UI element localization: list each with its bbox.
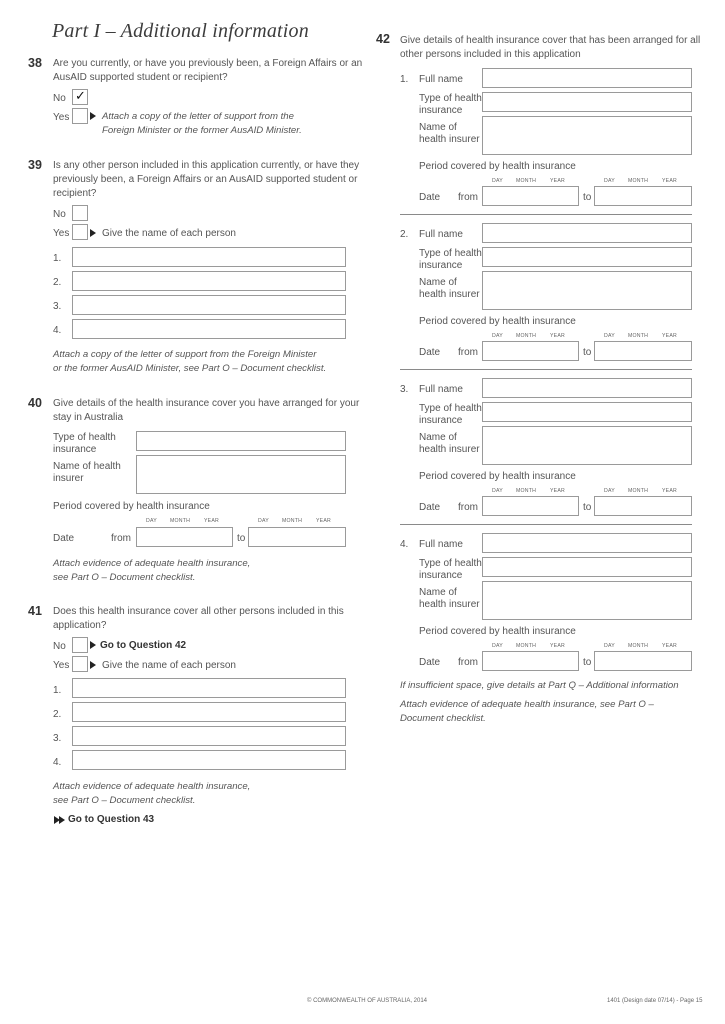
month-label: MONTH [516,488,537,494]
month-label: MONTH [170,518,191,524]
no-label: No [53,641,66,652]
month-label: MONTH [628,333,649,339]
day-label: DAY [258,518,269,524]
to-label: to [583,347,592,358]
day-label: DAY [492,643,503,649]
item-number: 1. [400,74,409,85]
question-text: Is any other person included in this application currently, or have they [53,160,360,171]
from-label: from [111,533,131,544]
q42-person-2-date-to-input[interactable] [594,341,692,361]
field-label: Full name [419,229,463,240]
month-label: MONTH [628,643,649,649]
instruction-note: Attach a copy of the letter of support from the [102,111,294,122]
q41-person-name-4-input[interactable] [72,750,346,770]
field-label: Period covered by health insurance [419,161,576,172]
field-label: Full name [419,539,463,550]
yes-label: Yes [53,228,70,239]
q42-person-3-date-to-input[interactable] [594,496,692,516]
q42-person-2-full-name-input[interactable] [482,223,692,243]
day-label: DAY [146,518,157,524]
field-label: insurance [419,260,463,271]
yes-label: Yes [53,660,70,671]
field-label: Type of health [419,248,482,259]
instruction-text: Give the name of each person [102,228,236,239]
q38-no-checkbox[interactable] [72,89,88,105]
field-label: Full name [419,74,463,85]
instruction-note: Attach a copy of the letter of support from the Foreign Minister [53,349,317,360]
question-text: Give details of health insurance cover that has been arranged for all [400,35,701,46]
field-label: insurance [53,444,97,455]
question-text: previously been, a Foreign Affairs or an AusAID supported student or [53,174,358,185]
q42-person-1-insurer-input[interactable] [482,116,692,155]
question-text: Are you currently, or have you previously been, a Foreign Affairs or an [53,58,363,69]
arrow-right-icon [90,229,96,237]
item-number: 3. [53,301,62,312]
from-label: from [458,657,478,668]
field-label: Type of health [419,403,482,414]
month-label: MONTH [516,643,537,649]
item-number: 3. [400,384,409,395]
page-title: Part I – Additional information [52,20,309,42]
question-number: 41 [28,604,42,618]
item-number: 3. [53,733,62,744]
q39-person-name-1-input[interactable] [72,247,346,267]
date-label: Date [53,533,75,544]
copyright-footer: © COMMONWEALTH OF AUSTRALIA, 2014 [307,998,427,1004]
q42-person-1-date-from-input[interactable] [482,186,579,206]
item-number: 1. [53,685,62,696]
q42-person-4-full-name-input[interactable] [482,533,692,553]
month-label: MONTH [628,178,649,184]
year-label: YEAR [662,643,677,649]
field-label: Name of [419,432,457,443]
month-label: MONTH [282,518,303,524]
section-divider [400,524,692,525]
q41-person-name-3-input[interactable] [72,726,346,746]
field-label: Full name [419,384,463,395]
from-label: from [458,502,478,513]
field-label: Period covered by health insurance [419,626,576,637]
question-number: 39 [28,158,42,172]
field-label: health insurer [419,444,480,455]
q42-person-4-date-from-input[interactable] [482,651,579,671]
instruction-note: If insufficient space, give details at Part Q – Additional information [400,680,679,691]
q41-yes-checkbox[interactable] [72,656,88,672]
to-label: to [583,192,592,203]
question-text: Give details of the health insurance cover you have arranged for your [53,398,360,409]
instruction-note: see Part O – Document checklist. [53,795,196,806]
day-label: DAY [604,643,615,649]
q42-person-4-date-to-input[interactable] [594,651,692,671]
page-number-footer: 1401 (Design date 07/14) - Page 15 [607,998,703,1004]
q40-insurer-name-input[interactable] [136,455,346,494]
instruction-note: Attach evidence of adequate health insurance, [53,781,251,792]
q40-date-to-input[interactable] [248,527,346,547]
date-label: Date [419,502,441,513]
arrow-right-icon [90,641,96,649]
no-label: No [53,209,66,220]
question-text: recipient? [53,188,97,199]
field-label: insurer [53,473,84,484]
field-label: Name of [419,277,457,288]
field-label: Type of health [419,93,482,104]
day-label: DAY [492,333,503,339]
instruction-note: Document checklist. [400,713,486,724]
from-label: from [458,192,478,203]
q39-person-name-3-input[interactable] [72,295,346,315]
item-number: 2. [53,709,62,720]
q42-person-4-insurer-input[interactable] [482,581,692,620]
date-label: Date [419,657,441,668]
month-label: MONTH [516,333,537,339]
item-number: 4. [400,539,409,550]
year-label: YEAR [662,178,677,184]
year-label: YEAR [204,518,219,524]
section-divider [400,369,692,370]
question-text: other persons included in this application [400,49,581,60]
field-label: insurance [419,415,463,426]
month-label: MONTH [516,178,537,184]
instruction-text: Give the name of each person [102,660,236,671]
question-text: stay in Australia [53,412,124,423]
item-number: 4. [53,325,62,336]
day-label: DAY [492,178,503,184]
year-label: YEAR [550,643,565,649]
month-label: MONTH [628,488,649,494]
section-divider [400,214,692,215]
no-label: No [53,93,66,104]
field-label: health insurer [419,134,480,145]
item-number: 4. [53,757,62,768]
field-label: Period covered by health insurance [419,471,576,482]
item-number: 2. [400,229,409,240]
instruction-note: see Part O – Document checklist. [53,572,196,583]
item-number: 2. [53,277,62,288]
field-label: health insurer [419,289,480,300]
question-number: 40 [28,396,42,410]
q40-type-of-insurance-input[interactable] [136,431,346,451]
day-label: DAY [604,333,615,339]
from-label: from [458,347,478,358]
q41-person-name-1-input[interactable] [72,678,346,698]
q42-person-3-insurer-input[interactable] [482,426,692,465]
field-label: Period covered by health insurance [53,501,210,512]
field-label: Name of [419,587,457,598]
year-label: YEAR [550,178,565,184]
yes-label: Yes [53,112,70,123]
year-label: YEAR [550,488,565,494]
instruction-note: Attach evidence of adequate health insurance, [53,558,251,569]
q42-person-4-type-input[interactable] [482,557,692,577]
year-label: YEAR [662,333,677,339]
date-label: Date [419,192,441,203]
goto-question-42: Go to Question 42 [100,640,187,651]
q42-person-1-date-to-input[interactable] [594,186,692,206]
q42-person-2-type-input[interactable] [482,247,692,267]
q41-no-checkbox[interactable] [72,637,88,653]
day-label: DAY [492,488,503,494]
question-text: application? [53,620,107,631]
field-label: insurance [419,105,463,116]
q42-person-2-insurer-input[interactable] [482,271,692,310]
year-label: YEAR [316,518,331,524]
q42-person-1-type-input[interactable] [482,92,692,112]
question-number: 42 [376,32,390,46]
goto-question-43: Go to Question 43 [68,814,155,825]
q42-person-3-full-name-input[interactable] [482,378,692,398]
to-label: to [583,502,592,513]
to-label: to [583,657,592,668]
to-label: to [237,533,246,544]
field-label: Type of health [419,558,482,569]
date-label: Date [419,347,441,358]
field-label: Name of [419,122,457,133]
q42-person-2-date-from-input[interactable] [482,341,579,361]
field-label: Period covered by health insurance [419,316,576,327]
q42-person-3-type-input[interactable] [482,402,692,422]
arrow-right-icon [90,661,96,669]
day-label: DAY [604,178,615,184]
q38-yes-checkbox[interactable] [72,108,88,124]
q41-person-name-2-input[interactable] [72,702,346,722]
question-text: Does this health insurance cover all other persons included in this [53,606,344,617]
arrow-right-icon [90,112,96,120]
field-label: insurance [419,570,463,581]
day-label: DAY [604,488,615,494]
instruction-note: Attach evidence of adequate health insurance, see Part O – [400,699,654,710]
field-label: Type of health [53,432,116,443]
item-number: 1. [53,253,62,264]
double-arrow-icon [59,816,65,824]
question-text: AusAID supported student or recipient? [53,72,228,83]
q42-person-3-date-from-input[interactable] [482,496,579,516]
q39-yes-checkbox[interactable] [72,224,88,240]
q39-person-name-2-input[interactable] [72,271,346,291]
year-label: YEAR [662,488,677,494]
q40-date-from-input[interactable] [136,527,233,547]
instruction-note: Foreign Minister or the former AusAID Minister. [102,125,302,136]
check-icon: ✓ [75,89,86,104]
field-label: Name of health [53,461,121,472]
q39-person-name-4-input[interactable] [72,319,346,339]
year-label: YEAR [550,333,565,339]
q39-no-checkbox[interactable] [72,205,88,221]
q42-person-1-full-name-input[interactable] [482,68,692,88]
field-label: health insurer [419,599,480,610]
question-number: 38 [28,56,42,70]
instruction-note: or the former AusAID Minister, see Part O – Document checklist. [53,363,327,374]
